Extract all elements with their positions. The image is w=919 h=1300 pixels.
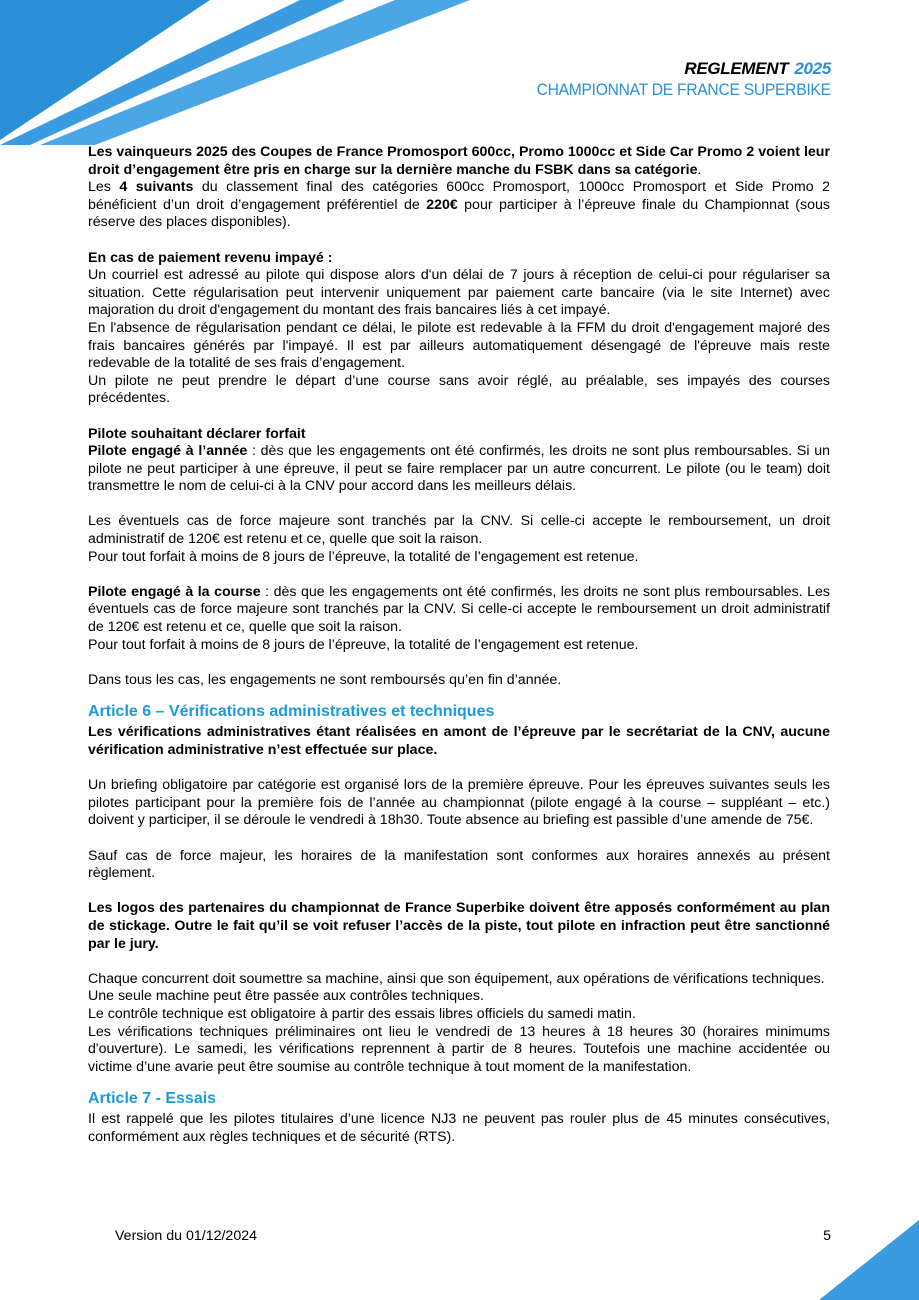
article-6-horaires: Sauf cas de force majeur, les horaires de la manifestation sont conformes aux horaires annexés au présent règlement.: [88, 847, 830, 882]
paragraph-vainqueurs: [88, 144, 830, 179]
paragraph-suivants: [88, 179, 830, 232]
page-body: [88, 144, 830, 1146]
corner-triangle-bottom-right: [819, 1220, 919, 1300]
force-majeure-para: Les éventuels cas de force majeure sont tranchés par la CNV. Si celle-ci accepte le remboursement, un droit administratif de 120€ est retenu et ce, quelle que soit la raison.: [88, 513, 830, 548]
suivants-c: du classement final des catégories 600cc Promosport, 1000cc Promosport et Side Promo 2 bénéficient d’un droit d’engagement préférentiel de: [88, 179, 830, 213]
article-6-machine-1: Chaque concurrent doit soumettre sa machine, ainsi que son équipement, aux opérations de vérifications techniques.: [88, 970, 825, 987]
suivants-price: 220€: [426, 196, 458, 213]
article-6-machine-3: Le contrôle technique est obligatoire à partir des essais libres officiels du samedi matin.: [88, 1005, 636, 1022]
paragraph-course: [88, 584, 830, 637]
header-year: 2025: [794, 59, 831, 78]
forfait-title: Pilote souhaitant déclarer forfait: [88, 425, 306, 442]
impaye-para-2: En l'absence de régularisation pendant ce délai, le pilote est redevable à la FFM du droit d'engagement majoré des frais bancaires générés par l'impayé. Il est par ailleurs automatiquement désengagé de l'épreuve mais reste redevable de la totalité de ses frais d’engagement.: [88, 319, 830, 372]
header-championship: CHAMPIONNAT DE FRANCE SUPERBIKE: [536, 80, 831, 99]
annee-text: : dès que les engagements ont été confirmés, les droits ne sont plus remboursables. Si un pilote ne peut participer à une épreuve, il peut se faire remplacer par un autre concurrent. Le pilote (ou le team) doit transmettre le nom de celui-ci à la CNV pour accord dans les meilleurs délais.: [88, 443, 830, 495]
suivants-e: pour participer à l’épreuve finale du Championnat (sous réserve des places disponibles).: [88, 196, 830, 231]
footer-version: Version du 01/12/2024: [115, 1228, 257, 1244]
vainqueurs-bold: Les vainqueurs 2025 des Coupes de France Promosport 600cc, Promo 1000cc et Side Car Promo 2 voient leur droit d’engagement être pris en charge sur la dernière manche du FSBK dans sa catégorie: [88, 144, 830, 178]
impaye-title: En cas de paiement revenu impayé :: [88, 249, 333, 266]
header-reglement: REGLEMENT: [684, 59, 789, 78]
page-number: 5: [823, 1228, 831, 1244]
suivants-b: 4 suivants: [119, 179, 194, 196]
annee-label: Pilote engagé à l’année: [88, 443, 248, 460]
impaye-para-1: Un courriel est adressé au pilote qui dispose alors d'un délai de 7 jours à réception de celui-ci pour régulariser sa situation. Cette régularisation peut intervenir uniquement par paiement carte bancaire (via le site Internet) avec majoration du droit d'engagement du montant des frais bancaires liés à cet impayé.: [88, 267, 830, 319]
course-text: : dès que les engagements ont été confirmés, les droits ne sont plus remboursables. Les éventuels cas de force majeure sont tranchés par la CNV. Si celle-ci accepte le remboursement un droit administratif de 120€ est retenu et ce, quelle que soit la raison.: [88, 583, 831, 636]
article-7-text: Il est rappelé que les pilotes titulaires d’une licence NJ3 ne peuvent pas rouler plus de 45 minutes consécutives, conformément aux règles techniques et de sécurité (RTS).: [88, 1111, 830, 1145]
forfait-8j-para-2: Pour tout forfait à moins de 8 jours de l’épreuve, la totalité de l’engagement est retenue.: [88, 636, 639, 653]
forfait-8j-para-1: Pour tout forfait à moins de 8 jours de l’épreuve, la totalité de l’engagement est retenue.: [88, 548, 639, 565]
fin-annee-para: Dans tous les cas, les engagements ne sont remboursés qu’en fin d’année.: [88, 671, 562, 688]
article-7-heading: Article 7 - Essais: [88, 1090, 217, 1108]
corner-stripes-top-left: [0, 0, 480, 145]
paragraph-annee: [88, 443, 830, 496]
document-header: [511, 58, 831, 100]
impaye-para-3: Un pilote ne peut prendre le départ d’une course sans avoir réglé, au préalable, ses impayés des courses précédentes.: [88, 372, 830, 407]
article-6-heading: Article 6 – Vérifications administratives et techniques: [88, 703, 495, 721]
suivants-a: Les: [88, 179, 120, 196]
article-6-intro: Les vérifications administratives étant réalisées en amont de l’épreuve par le secrétariat de la CNV, aucune vérification administrative n’est effectuée sur place.: [88, 724, 830, 758]
article-6-machine-2: Une seule machine peut être passée aux contrôles techniques.: [88, 988, 484, 1005]
article-6-logos: Les logos des partenaires du championnat de France Superbike doivent être apposés conformément au plan de stickage. Outre le fait qu’il se voit refuser l’accès de la piste, tout pilote en infraction peut être sanctionné par le jury.: [88, 900, 830, 952]
vainqueurs-end: .: [697, 161, 702, 178]
article-6-machine-4: Les vérifications techniques préliminaires ont lieu le vendredi de 13 heures à 18 heures 30 (horaires minimums d'ouverture). Le samedi, les vérifications reprennent à partir de 8 heures. Toutefois une machine accidentée ou victime d’une avarie peut être soumise au contrôle technique à tout moment de la manifestation.: [88, 1023, 830, 1075]
article-6-briefing: Un briefing obligatoire par catégorie est organisé lors de la première épreuve. Pour les épreuves suivantes seuls les pilotes participant pour la première fois de l’année au championnat (pilote engagé à la course – suppléant – etc.) doivent y participer, il se déroule le vendredi à 18h30. Toute absence au briefing est passible d’une amende de 75€.: [88, 777, 830, 829]
course-label: Pilote engagé à la course: [88, 583, 261, 600]
